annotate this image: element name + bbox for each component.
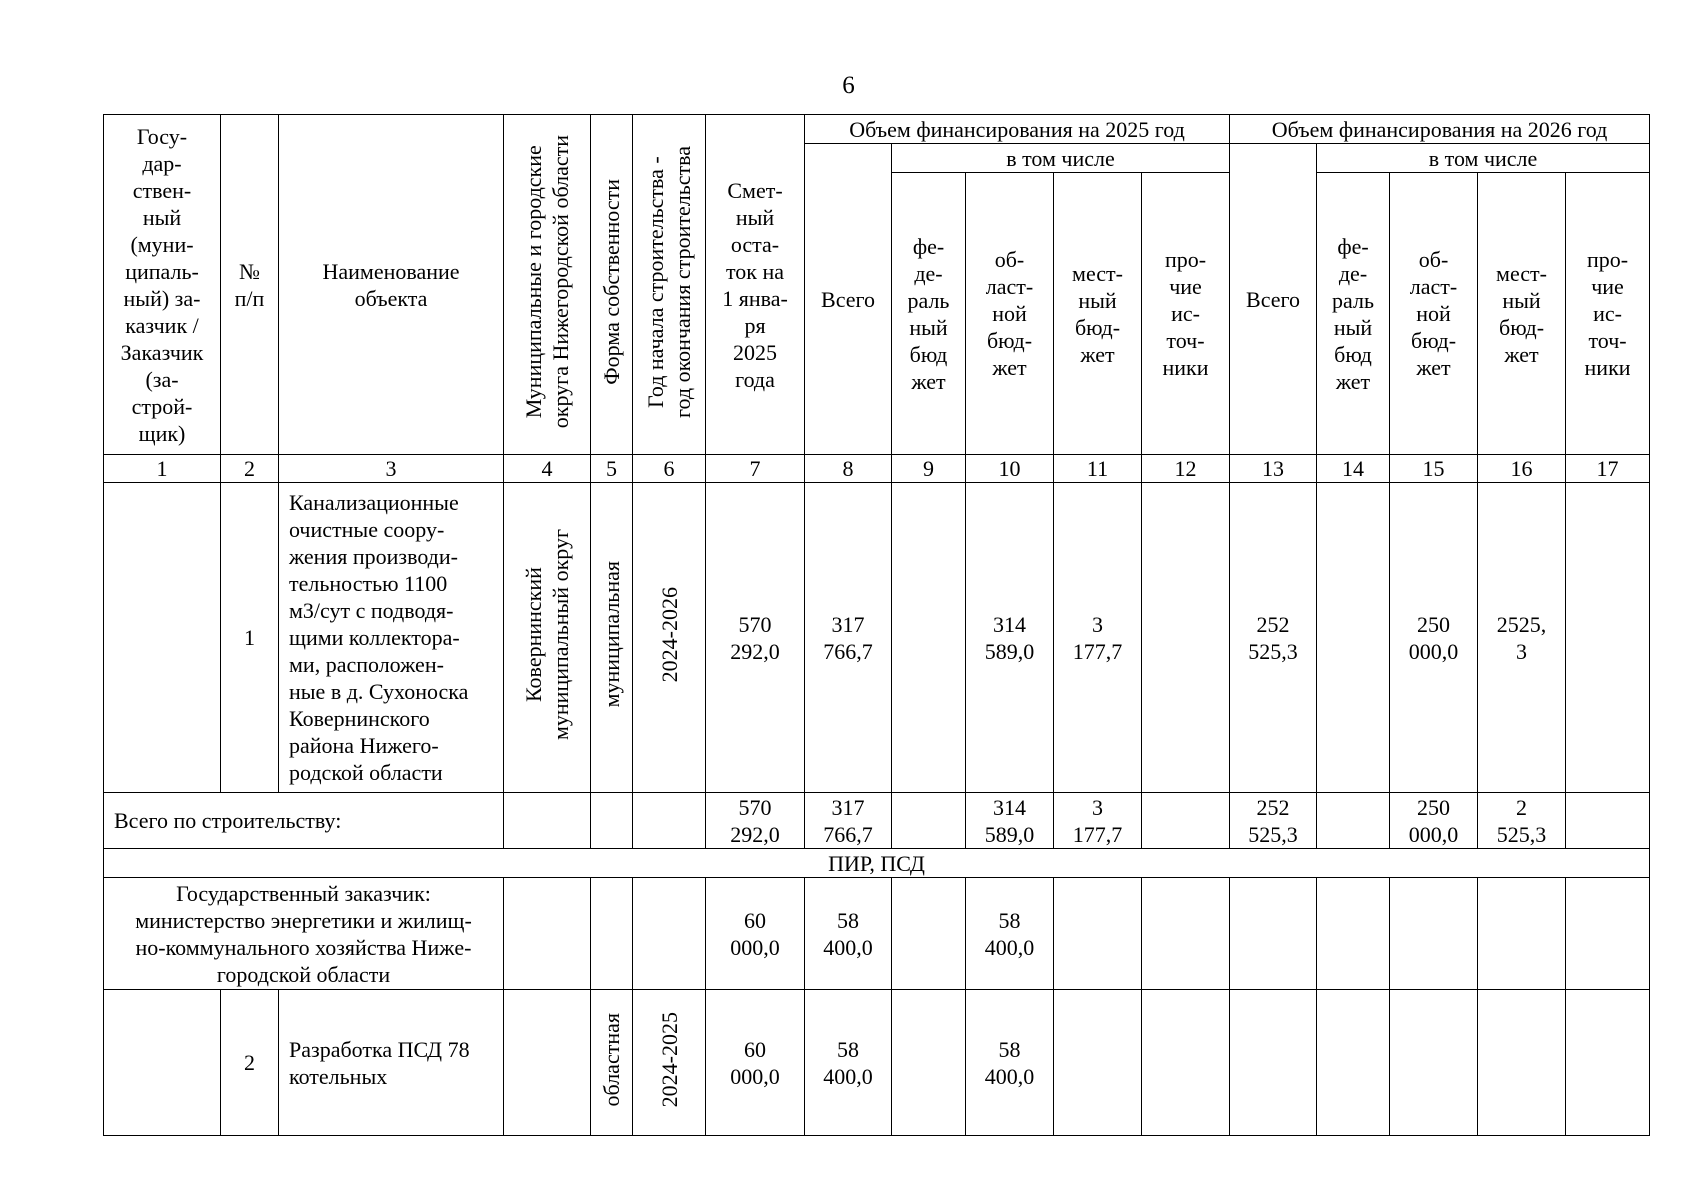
header-local-2026-text: мест- ный бюд- жет xyxy=(1496,260,1547,367)
customer-row-municipal xyxy=(504,878,591,990)
customer-row-regional-2026 xyxy=(1390,878,1478,990)
row1-municipal xyxy=(504,483,591,793)
total-row-local-2026 xyxy=(1478,793,1566,849)
column-number: 17 xyxy=(1566,455,1650,483)
row1-municipal-text: Ковернинский муниципальный округ xyxy=(521,528,573,740)
total-row-municipal xyxy=(504,793,591,849)
total-row-years xyxy=(633,793,706,849)
row2-regional-2025 xyxy=(966,990,1054,1136)
row2-object-name-text: Разработка ПСД 78 котельных xyxy=(289,1036,470,1089)
header-local-2026 xyxy=(1478,173,1566,455)
header-federal-2026 xyxy=(1317,173,1390,455)
row2-ownership xyxy=(591,990,633,1136)
column-number: 7 xyxy=(706,455,805,483)
total-row-regional-2025-value: 314 589,0 xyxy=(984,794,1035,847)
column-number: 4 xyxy=(504,455,591,483)
total-row-total-2025 xyxy=(805,793,892,849)
row1-estimate-value: 570 292,0 xyxy=(730,611,780,664)
total-row-local-2025-value: 3 177,7 xyxy=(1072,794,1123,847)
total-row-other-2025 xyxy=(1142,793,1230,849)
customer-row-label xyxy=(104,878,504,990)
total-row-estimate xyxy=(706,793,805,849)
total-row-local-2025 xyxy=(1054,793,1142,849)
row1-other-2025 xyxy=(1142,483,1230,793)
customer-row-total-2026 xyxy=(1230,878,1317,990)
column-number: 6 xyxy=(633,455,706,483)
row1-estimate xyxy=(706,483,805,793)
row1-object-name-text: Канализационные очистные соору- жения производи- тельностью 1100 м3/сут с подводя- щими коллектора- ми, расположен- ные в д. Сухоноска Ковернинского района Нижего- родской области xyxy=(289,490,469,785)
header-regional-2026 xyxy=(1390,173,1478,455)
row1-total-2026-value: 252 525,3 xyxy=(1248,611,1298,664)
column-number: 16 xyxy=(1478,455,1566,483)
header-fin-2025: Объем финансирования на 2025 год xyxy=(805,115,1230,144)
row1-years xyxy=(633,483,706,793)
row2-federal-2025 xyxy=(892,990,966,1136)
header-customer xyxy=(104,115,221,455)
customer-row-years xyxy=(633,878,706,990)
customer-row-other-2025 xyxy=(1142,878,1230,990)
header-other-2026-text: про- чие ис- точ- ники xyxy=(1584,247,1631,380)
header-regional-2026-text: об- ласт- ной бюд- жет xyxy=(1409,247,1458,380)
column-number: 14 xyxy=(1317,455,1390,483)
column-number: 10 xyxy=(966,455,1054,483)
customer-row-federal-2025 xyxy=(892,878,966,990)
column-number: 2 xyxy=(221,455,279,483)
customer-row-regional-2025-value: 58 400,0 xyxy=(984,907,1035,960)
row1-federal-2026 xyxy=(1317,483,1390,793)
row1-regional-2026-value: 250 000,0 xyxy=(1408,611,1459,664)
row2-num: 2 xyxy=(221,990,279,1136)
column-number: 12 xyxy=(1142,455,1230,483)
header-local-2025 xyxy=(1054,173,1142,455)
row1-total-2025 xyxy=(805,483,892,793)
column-number: 11 xyxy=(1054,455,1142,483)
row1-local-2025-value: 3 177,7 xyxy=(1072,611,1123,664)
table-row-1 xyxy=(104,483,1650,793)
row2-estimate xyxy=(706,990,805,1136)
row2-years xyxy=(633,990,706,1136)
header-years-text: Год начала строительства - год окончания строительства xyxy=(643,145,695,418)
customer-row-regional-2025 xyxy=(966,878,1054,990)
header-federal-2025-text: фе- де- раль ный бюд жет xyxy=(907,233,950,394)
row2-ownership-text: областная xyxy=(599,1012,624,1107)
row2-local-2026 xyxy=(1478,990,1566,1136)
row2-regional-2025-value: 58 400,0 xyxy=(984,1036,1035,1089)
section-row xyxy=(104,849,1650,878)
row2-local-2025 xyxy=(1054,990,1142,1136)
total-row-federal-2025 xyxy=(892,793,966,849)
row1-local-2026-value: 2525, 3 xyxy=(1496,611,1547,664)
header-including-2026: в том числе xyxy=(1317,144,1650,173)
header-ownership xyxy=(591,115,633,455)
row2-total-2026 xyxy=(1230,990,1317,1136)
header-years xyxy=(633,115,706,455)
row1-object-name xyxy=(279,483,504,793)
total-row-regional-2026-value: 250 000,0 xyxy=(1408,794,1459,847)
header-estimate-text: Смет- ный оста- ток на 1 янва- ря 2025 года xyxy=(722,177,788,392)
row1-num: 1 xyxy=(221,483,279,793)
header-object-name-text: Наименование объекта xyxy=(322,258,460,311)
row2-other-2026 xyxy=(1566,990,1650,1136)
row1-ownership-text: муниципальная xyxy=(599,561,624,708)
row1-local-2026 xyxy=(1478,483,1566,793)
column-number: 13 xyxy=(1230,455,1317,483)
column-number: 1 xyxy=(104,455,221,483)
row2-regional-2026 xyxy=(1390,990,1478,1136)
row1-federal-2025 xyxy=(892,483,966,793)
header-municipal xyxy=(504,115,591,455)
row1-customer xyxy=(104,483,221,793)
column-number: 3 xyxy=(279,455,504,483)
row2-customer xyxy=(104,990,221,1136)
row2-other-2025 xyxy=(1142,990,1230,1136)
total-row-other-2026 xyxy=(1566,793,1650,849)
row1-regional-2026 xyxy=(1390,483,1478,793)
header-num-text: № п/п xyxy=(234,258,265,311)
header-local-2025-text: мест- ный бюд- жет xyxy=(1072,260,1123,367)
section-title: ПИР, ПСД xyxy=(104,849,1650,878)
column-number: 8 xyxy=(805,455,892,483)
total-row-ownership xyxy=(591,793,633,849)
header-object-name xyxy=(279,115,504,455)
header-municipal-text: Муниципальные и городские округа Нижегородской области xyxy=(521,134,573,429)
total-row-regional-2025 xyxy=(966,793,1054,849)
total-row xyxy=(104,793,1650,849)
total-row-label: Всего по строительству: xyxy=(104,793,504,849)
row2-object-name xyxy=(279,990,504,1136)
row1-local-2025 xyxy=(1054,483,1142,793)
total-row-regional-2026 xyxy=(1390,793,1478,849)
table-row-2 xyxy=(104,990,1650,1136)
row1-total-2026 xyxy=(1230,483,1317,793)
customer-row-other-2026 xyxy=(1566,878,1650,990)
row1-regional-2025-value: 314 589,0 xyxy=(984,611,1035,664)
total-row-estimate-value: 570 292,0 xyxy=(730,794,780,847)
total-row-local-2026-value: 2 525,3 xyxy=(1496,794,1547,847)
row2-years-text: 2024-2025 xyxy=(656,1011,682,1108)
header-num xyxy=(221,115,279,455)
row1-other-2026 xyxy=(1566,483,1650,793)
column-number: 9 xyxy=(892,455,966,483)
row1-ownership xyxy=(591,483,633,793)
header-other-2025-text: про- чие ис- точ- ники xyxy=(1162,247,1209,380)
header-federal-2026-text: фе- де- раль ный бюд жет xyxy=(1332,233,1374,394)
header-ownership-text: Форма собственности xyxy=(599,178,624,385)
customer-row-local-2026 xyxy=(1478,878,1566,990)
row2-total-2025 xyxy=(805,990,892,1136)
header-regional-2025-text: об- ласт- ной бюд- жет xyxy=(985,247,1034,380)
header-estimate xyxy=(706,115,805,455)
customer-row-total-2025-value: 58 400,0 xyxy=(823,907,873,960)
total-row-total-2025-value: 317 766,7 xyxy=(823,794,873,847)
row2-federal-2026 xyxy=(1317,990,1390,1136)
header-regional-2025 xyxy=(966,173,1054,455)
customer-row-label-text: Государственный заказчик: министерство энергетики и жилищ- но-коммунального хозяйства Нижe- городской области xyxy=(135,880,472,987)
customer-row-total-2025 xyxy=(805,878,892,990)
total-row-total-2026 xyxy=(1230,793,1317,849)
customer-row-ownership xyxy=(591,878,633,990)
customer-row-estimate xyxy=(706,878,805,990)
customer-row xyxy=(104,878,1650,990)
header-other-2026 xyxy=(1566,173,1650,455)
header-fin-2026: Объем финансирования на 2026 год xyxy=(1230,115,1650,144)
header-federal-2025 xyxy=(892,173,966,455)
total-row-total-2026-value: 252 525,3 xyxy=(1248,794,1298,847)
customer-row-federal-2026 xyxy=(1317,878,1390,990)
row1-years-text: 2024-2026 xyxy=(656,586,682,683)
header-customer-text: Госу- дар- ствен- ный (муни- ципаль- ный) за- казчик / Заказчик (за- строй- щик) xyxy=(120,123,204,446)
column-numbers-row xyxy=(104,455,1650,483)
customer-row-estimate-value: 60 000,0 xyxy=(730,907,780,960)
row1-regional-2025 xyxy=(966,483,1054,793)
column-number: 15 xyxy=(1390,455,1478,483)
row2-total-2025-value: 58 400,0 xyxy=(823,1036,873,1089)
financing-table xyxy=(103,114,1650,1136)
row1-total-2025-value: 317 766,7 xyxy=(823,611,873,664)
header-total-2026: Всего xyxy=(1230,144,1317,455)
row2-municipal xyxy=(504,990,591,1136)
column-number: 5 xyxy=(591,455,633,483)
row2-estimate-value: 60 000,0 xyxy=(730,1036,780,1089)
header-including-2025: в том числе xyxy=(892,144,1230,173)
header-total-2025: Всего xyxy=(805,144,892,455)
page-number: 6 xyxy=(842,72,855,99)
total-row-federal-2026 xyxy=(1317,793,1390,849)
customer-row-local-2025 xyxy=(1054,878,1142,990)
header-other-2025 xyxy=(1142,173,1230,455)
